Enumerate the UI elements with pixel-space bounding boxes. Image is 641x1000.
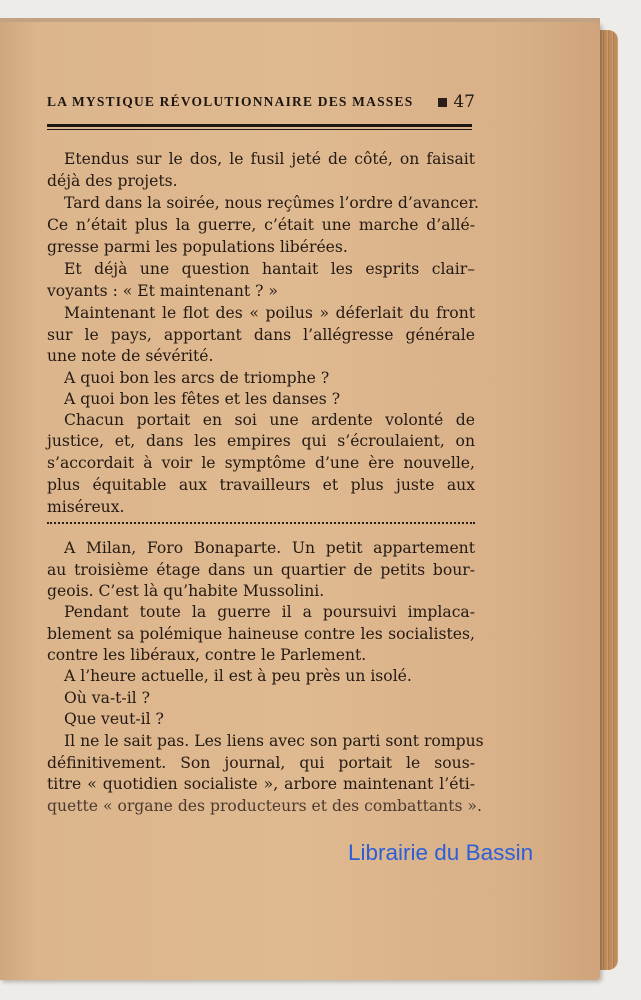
header-rule-thin bbox=[47, 129, 472, 130]
watermark: Librairie du Bassin bbox=[348, 840, 534, 865]
page-number: 47 bbox=[453, 92, 475, 112]
text-line: Que veut-il ? bbox=[64, 710, 164, 728]
text-line: justice, et, dans les empires qui s’écroulaient, on bbox=[47, 432, 475, 450]
text-line: plus équitable aux travailleurs et plus juste aux bbox=[47, 476, 475, 494]
running-title: LA MYSTIQUE RÉVOLUTIONNAIRE DES MASSES bbox=[47, 94, 414, 109]
text-line: geois. C’est là qu’habite Mussolini. bbox=[47, 582, 325, 600]
text-line: Etendus sur le dos, le fusil jeté de côté, on faisait bbox=[64, 150, 475, 168]
text-line: voyants : « Et maintenant ? » bbox=[47, 282, 278, 300]
text-line: gresse parmi les populations libérées. bbox=[47, 238, 348, 256]
text-line: Et déjà une question hantait les esprits clair– bbox=[64, 260, 475, 278]
text-line: quette « organe des producteurs et des combattants ». bbox=[47, 797, 482, 815]
text-line: Il ne le sait pas. Les liens avec son parti sont rompus bbox=[64, 732, 484, 750]
text-line: A Milan, Foro Bonaparte. Un petit appartement bbox=[64, 539, 475, 557]
text-line: A quoi bon les arcs de triomphe ? bbox=[64, 369, 330, 387]
text-line: Pendant toute la guerre il a poursuivi implaca- bbox=[64, 603, 475, 621]
text-line: titre « quotidien socialiste », arbore maintenant l’éti- bbox=[47, 775, 475, 793]
text-line: sur le pays, apportant dans l’allégresse générale bbox=[47, 326, 475, 344]
text-line: Où va-t-il ? bbox=[64, 689, 150, 707]
text-line: définitivement. Son journal, qui portait le sous- bbox=[47, 754, 475, 772]
page-number-block bbox=[438, 92, 475, 112]
text-line: contre les libéraux, contre le Parlement. bbox=[47, 646, 367, 664]
text-line: blement sa polémique haineuse contre les socialistes, bbox=[47, 625, 475, 643]
text-line: Maintenant le flot des « poilus » déferlait du front bbox=[64, 304, 475, 322]
text-line: au troisième étage dans un quartier de petits bour- bbox=[47, 561, 475, 579]
text-line: Ce n’était plus la guerre, c’était une marche d’allé- bbox=[47, 216, 475, 234]
text-line: s’accordait à voir le symptôme d’une ère nouvelle, bbox=[47, 454, 475, 472]
square-bullet-icon bbox=[438, 98, 447, 107]
header-rule-thick bbox=[47, 124, 472, 127]
running-header bbox=[47, 92, 475, 112]
section-separator-dots bbox=[47, 522, 475, 524]
text-line: une note de sévérité. bbox=[47, 347, 214, 365]
text-line: A l’heure actuelle, il est à peu près un isolé. bbox=[64, 667, 412, 685]
text-line: A quoi bon les fêtes et les danses ? bbox=[64, 390, 341, 408]
text-line: Tard dans la soirée, nous reçûmes l’ordre d’avancer. bbox=[64, 194, 479, 212]
text-line: déjà des projets. bbox=[47, 172, 178, 190]
text-line: miséreux. bbox=[47, 498, 125, 516]
text-line: Chacun portait en soi une ardente volonté de bbox=[64, 411, 475, 429]
